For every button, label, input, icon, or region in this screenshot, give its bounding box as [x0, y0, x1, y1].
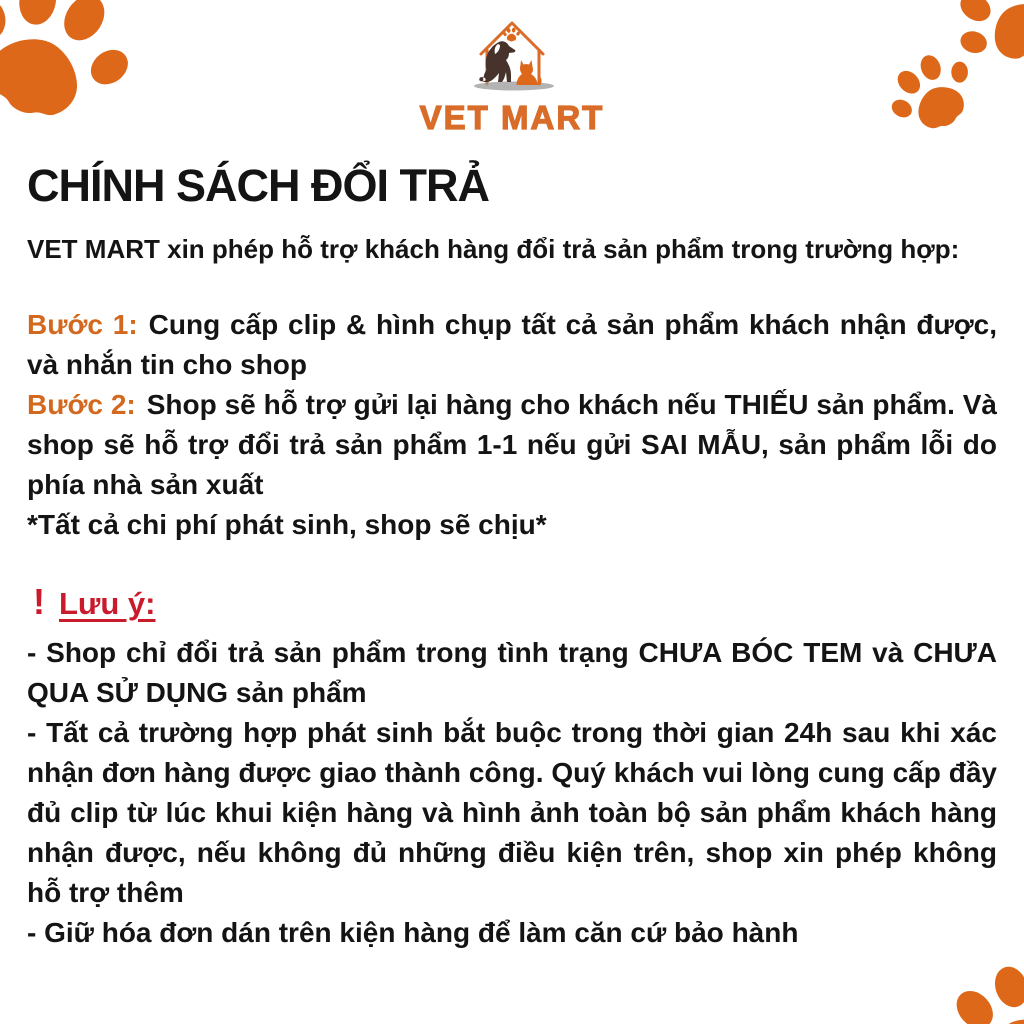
- notice-item: - Tất cả trường hợp phát sinh bắt buộc trong thời gian 24h sau khi xác nhận đơn hàng được giao thành công. Quý khách vui lòng cung cấp đầy đủ clip từ lúc khui kiện hàng và hình ảnh toàn bộ sản phẩm khách hàng nhận được, nếu không đủ những điều kiện trên, shop xin phép không hỗ trợ thêm: [27, 717, 997, 909]
- notice-item: - Shop chỉ đổi trả sản phẩm trong tình trạng CHƯA BÓC TEM và CHƯA QUA SỬ DỤNG sản phẩm: [27, 637, 997, 709]
- cost-note: *Tất cả chi phí phát sinh, shop sẽ chịu*: [27, 509, 547, 541]
- page-title: CHÍNH SÁCH ĐỔI TRẢ: [27, 160, 489, 211]
- intro-text: VET MART xin phép hỗ trợ khách hàng đổi trả sản phẩm trong trường hợp:: [27, 234, 960, 265]
- notice-list: [27, 633, 997, 953]
- logo-shadow: [474, 82, 554, 91]
- dog-silhouette-icon: [479, 41, 515, 82]
- policy-document: [27, 158, 997, 953]
- vet-mart-logo: [402, 20, 622, 138]
- brand-name: VET MART: [419, 99, 605, 136]
- exclamation-icon: !: [33, 581, 45, 623]
- step-1-text: Cung cấp clip & hình chụp tất cả sản phẩm khách nhận được, và nhắn tin cho shop: [27, 309, 997, 381]
- steps-section: [27, 305, 997, 545]
- notice-section: [27, 581, 997, 953]
- paw-print-icon: [0, 0, 163, 167]
- step-1-label: Bước 1:: [27, 309, 138, 341]
- notice-item: - Giữ hóa đơn dán trên kiện hàng để làm căn cứ bảo hành: [27, 917, 799, 949]
- step-2-label: Bước 2:: [27, 389, 136, 421]
- step-2-text: Shop sẽ hỗ trợ gửi lại hàng cho khách nếu THIẾU sản phẩm. Và shop sẽ hỗ trợ đổi trả sản phẩm 1-1 nếu gửi SAI MẪU, sản phẩm lỗi do phía nhà sản xuất: [27, 389, 997, 501]
- notice-heading: [27, 581, 997, 623]
- notice-label: Lưu ý:: [59, 586, 156, 622]
- step-1: [27, 305, 997, 385]
- step-2: [27, 385, 997, 505]
